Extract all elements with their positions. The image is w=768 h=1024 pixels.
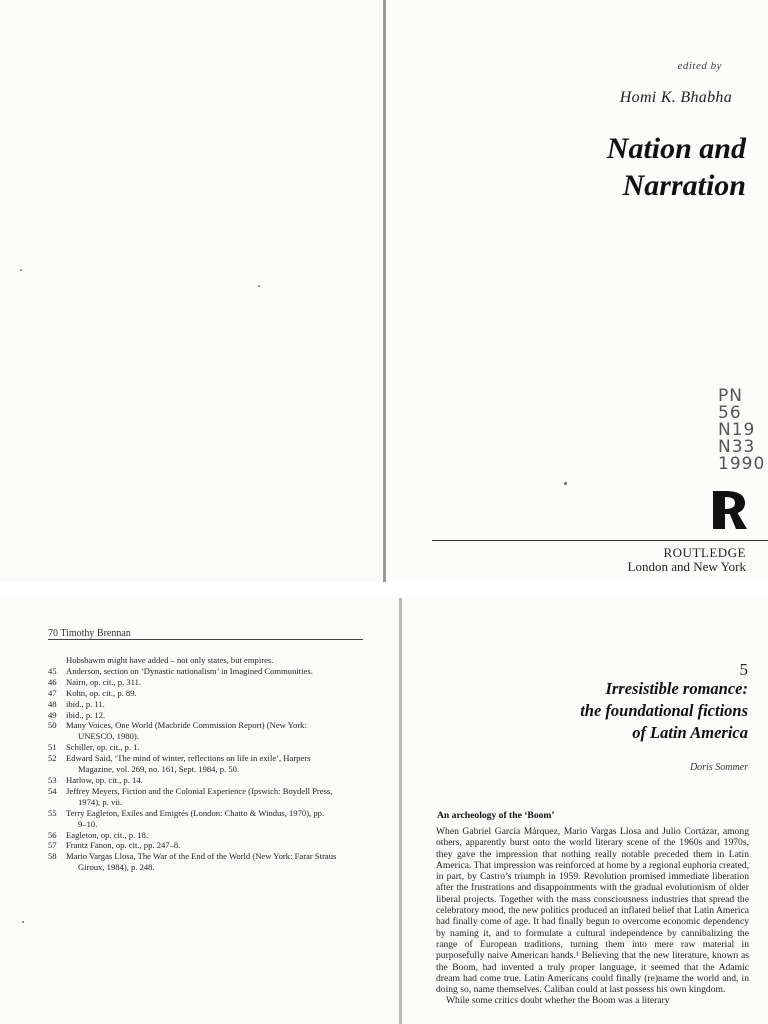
edited-by-label: edited by [677, 60, 722, 72]
book-title [607, 130, 746, 204]
endnote-text: 9–10. [78, 818, 98, 829]
endnote-number [48, 764, 66, 775]
scan-speck [22, 921, 24, 923]
endnote [48, 710, 368, 721]
chapter-number: 5 [739, 660, 748, 679]
call-number-line: PN [718, 386, 743, 406]
call-number-line: N33 [718, 437, 756, 457]
endnote-text: Eagleton, op. cit., p. 18. [66, 829, 149, 840]
endnote-text: Mario Vargas Llosa, The War of the End of the World (New York: Farar Straus [66, 851, 337, 862]
paragraph: When Gabriel García Márquez, Mario Vargas Llosa and Julio Cortázar, among others, apparently burst onto the world literary scene of the 1960s and 1970s, they gave the impression that nothing really notable preceded them in Latin America. That impression was reinforced at home by a regional euphoria created, in part, by Castro’s triumph in 1959. Revolution promised immediate liberation after the frustrations and disappointments with the gradual evolutionism of older liberal projects. Together with the mass consciousness industries that spread the celebratory mood, the new politics produced an inflated belief that Latin America had finally come of age. It had finally begun to overcome economic dependency by naming it, and to formulate a cultural independence by cannibalizing the range of European traditions, turning them into mere raw material in purposefully naive American hands.¹ Believing that the new literature, known as the Boom, had invented a truly proper language, it seemed that the Adamic dream had come true. Latin Americans could finally (re)name the world and, in doing so, name themselves. Caliban could at last possess his own kingdom. [436, 826, 749, 996]
editor-name: Homi K. Bhabha [619, 89, 732, 106]
endnote-text: Kohn, op. cit., p. 89. [66, 687, 137, 698]
endnote [48, 699, 368, 710]
endnote-number: 46 [48, 676, 57, 687]
endnote [48, 808, 368, 819]
endnote-text: Magazine, vol. 269, no. 161, Sept. 1984, p. 50. [78, 764, 240, 775]
endnote-text: Frantz Fanon, op. cit., pp. 247–8. [66, 840, 181, 851]
publisher-place: London and New York [627, 559, 746, 574]
blank-endpaper-page [0, 0, 383, 582]
endnote-text: 1974), p. vii. [78, 796, 123, 807]
book-gutter-top [383, 0, 386, 582]
running-head-rule [48, 639, 363, 640]
chapter-title-line-2: the foundational fictions [580, 701, 748, 720]
endnote [48, 819, 368, 830]
endnote-number: 55 [48, 807, 57, 818]
endnote [48, 764, 368, 775]
scan-speck [258, 285, 260, 287]
call-number-line: 56 [718, 403, 742, 423]
endnote [48, 731, 368, 742]
chapter-body-text [436, 826, 749, 1007]
endnote-number: 51 [48, 742, 57, 753]
endnote-number: 45 [48, 665, 57, 676]
endnote-text: UNESCO, 1980). [78, 731, 139, 742]
endnote [48, 720, 368, 731]
endnote [48, 797, 368, 808]
publisher-rule [432, 540, 768, 541]
endnote [48, 862, 368, 873]
running-head: 70 Timothy Brennan [48, 628, 131, 639]
endnote-text: Edward Said, ‘The mind of winter, reflections on life in exile’, Harpers [66, 753, 311, 764]
book-title-line-2: Narration [622, 169, 746, 202]
call-number-line: 1990 [718, 454, 766, 474]
endnote-text: Many Voices, One World (Macbride Commission Report) (New York: [66, 720, 307, 731]
endnote [48, 677, 368, 688]
endnote [48, 786, 368, 797]
endnote-number: 50 [48, 720, 57, 731]
endnote-text: Jeffrey Meyers, Fiction and the Colonial Experience (Ipswich: Boydell Press, [66, 785, 333, 796]
endnote-text: Nairn, op. cit., p. 311. [66, 676, 142, 687]
endnote [48, 851, 368, 862]
book-title-line-1: Nation and [606, 132, 746, 165]
endnote [48, 666, 368, 677]
endnote-number [48, 819, 66, 830]
endnote-text: Hobsbawm might have added – not only states, but empires. [66, 655, 274, 665]
endnote-number: 52 [48, 753, 57, 764]
endnote-number [48, 797, 66, 808]
endnote-number: 49 [48, 709, 57, 720]
endnote-number: 47 [48, 687, 57, 698]
chapter-title [580, 678, 748, 744]
endnote [48, 742, 368, 753]
endnote [48, 830, 368, 841]
endnote-number: 54 [48, 785, 57, 796]
endnote-number: 48 [48, 698, 57, 709]
chapter-title-line-1: Irresistible romance: [605, 679, 748, 698]
book-gutter-bottom [399, 598, 402, 1024]
endnote-text: Giroux, 1984), p. 248. [78, 862, 155, 873]
endnote-text: Schiller, op. cit., p. 1. [66, 742, 140, 753]
endnote-number: 56 [48, 829, 57, 840]
library-call-number [718, 388, 765, 473]
endnote-number [48, 731, 66, 742]
routledge-r-logo [710, 488, 748, 532]
scan-speck [20, 269, 22, 271]
paragraph: While some critics doubt whether the Boom was a literary [446, 995, 670, 1007]
publisher-name: ROUTLEDGE [663, 545, 746, 560]
endnotes-list [48, 655, 368, 873]
endnote-text: Anderson, section on ‘Dynastic nationalism’ in Imagined Communities. [66, 665, 313, 676]
endnote-number: 53 [48, 774, 57, 785]
endnote [48, 688, 368, 699]
scan-speck [564, 482, 567, 485]
endnote [48, 775, 368, 786]
endnote-number [48, 655, 66, 666]
endnote-number: 57 [48, 840, 57, 851]
call-number-line: N19 [718, 420, 756, 440]
endnote-text: ibid., p. 12. [66, 709, 106, 720]
chapter-title-line-3: of Latin America [632, 723, 748, 742]
chapter-author: Doris Sommer [689, 762, 748, 773]
endnote-text: ibid., p. 11. [66, 698, 105, 709]
endnote-number [48, 862, 66, 873]
endnote [48, 753, 368, 764]
endnote [48, 840, 368, 851]
endnote-number: 58 [48, 851, 57, 862]
section-heading: An archeology of the ‘Boom’ [437, 810, 555, 821]
endnote-text: Harlow, op. cit., p. 14. [66, 774, 143, 785]
endnote-text: Terry Eagleton, Exiles and Emigrés (London: Chatto & Windus, 1970), pp. [66, 807, 325, 818]
endnote [48, 655, 368, 666]
scan-separator [0, 582, 768, 598]
